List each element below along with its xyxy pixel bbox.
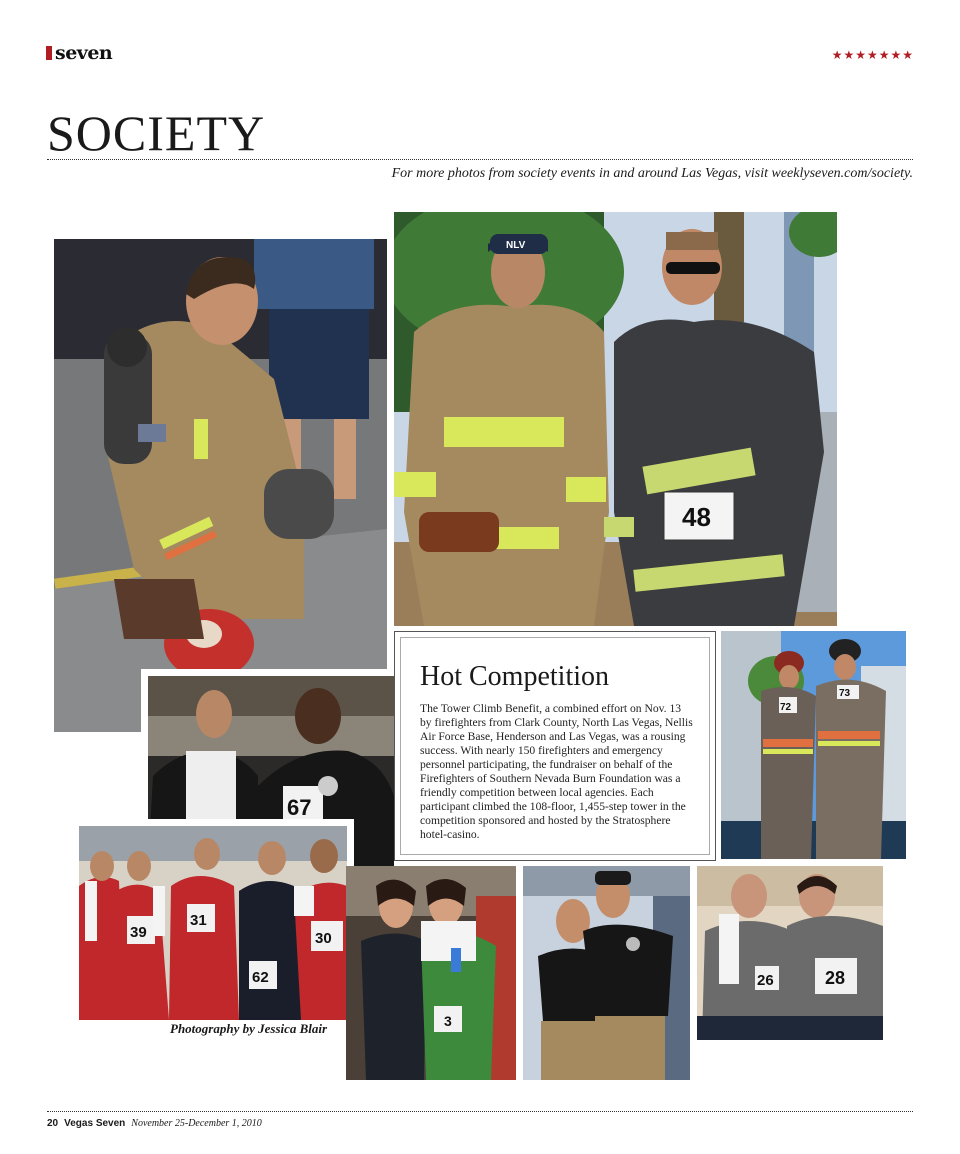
footer-divider (47, 1111, 913, 1112)
photo-two-young-men (697, 866, 883, 1040)
race-bib-31: 31 (190, 912, 207, 929)
issue-dates: November 25-December 1, 2010 (131, 1118, 262, 1129)
photo-full-gear-pair (721, 631, 906, 859)
photo-two-women (346, 866, 516, 1080)
race-bib-67: 67 (287, 795, 312, 820)
visit-website-line: For more photos from society events in and around Las Vegas, visit weeklyseven.com/society. (391, 166, 913, 181)
photo-two-in-uniform (523, 866, 690, 1080)
logo-bar (46, 46, 52, 60)
page-number: 20 (47, 1118, 59, 1129)
race-bib-3: 3 (444, 1013, 452, 1029)
logo-text: seven (55, 42, 113, 64)
race-bib-48: 48 (682, 502, 711, 532)
story-headline: Hot Competition (420, 661, 609, 692)
story-box (394, 631, 716, 861)
photo-kneeling-firefighter (54, 239, 387, 732)
photo-credit: Photography by Jessica Blair (170, 1021, 328, 1036)
race-bib-26: 26 (757, 972, 774, 989)
helmet-cap-text: NLV (506, 240, 526, 251)
magazine-logo (46, 42, 112, 64)
race-bib-28: 28 (825, 968, 846, 988)
photo-two-firefighters (394, 212, 837, 626)
story-body: The Tower Climb Benefit, a combined effort on Nov. 13 by firefighters from Clark County, North Las Vegas, Nellis Air Force Base, Henderson and Las Vegas, was a rousing success. With nearly 150 firefighters and emergency personnel participating, the fundraiser on behalf of the Firefighters of Southern Nevada Burn Foundation was a friendly competition between local agencies. Each participant climbed the 108-floor, 1,455-step tower in the competition sponsored and hosted by the Stratosphere hotel-casino. (420, 702, 693, 841)
section-title: SOCIETY (47, 105, 266, 161)
star-rating-ornament: ★★★★★★★ (831, 48, 914, 62)
race-bib-73: 73 (839, 688, 851, 699)
header-divider (47, 159, 913, 160)
page-footer (47, 1118, 262, 1129)
race-bib-39: 39 (130, 924, 147, 941)
race-bib-72: 72 (780, 702, 792, 713)
race-bib-30: 30 (315, 930, 332, 947)
photo-team-red-shirts (72, 819, 354, 1027)
magazine-name: Vegas Seven (64, 1118, 126, 1129)
race-bib-62: 62 (252, 969, 269, 986)
